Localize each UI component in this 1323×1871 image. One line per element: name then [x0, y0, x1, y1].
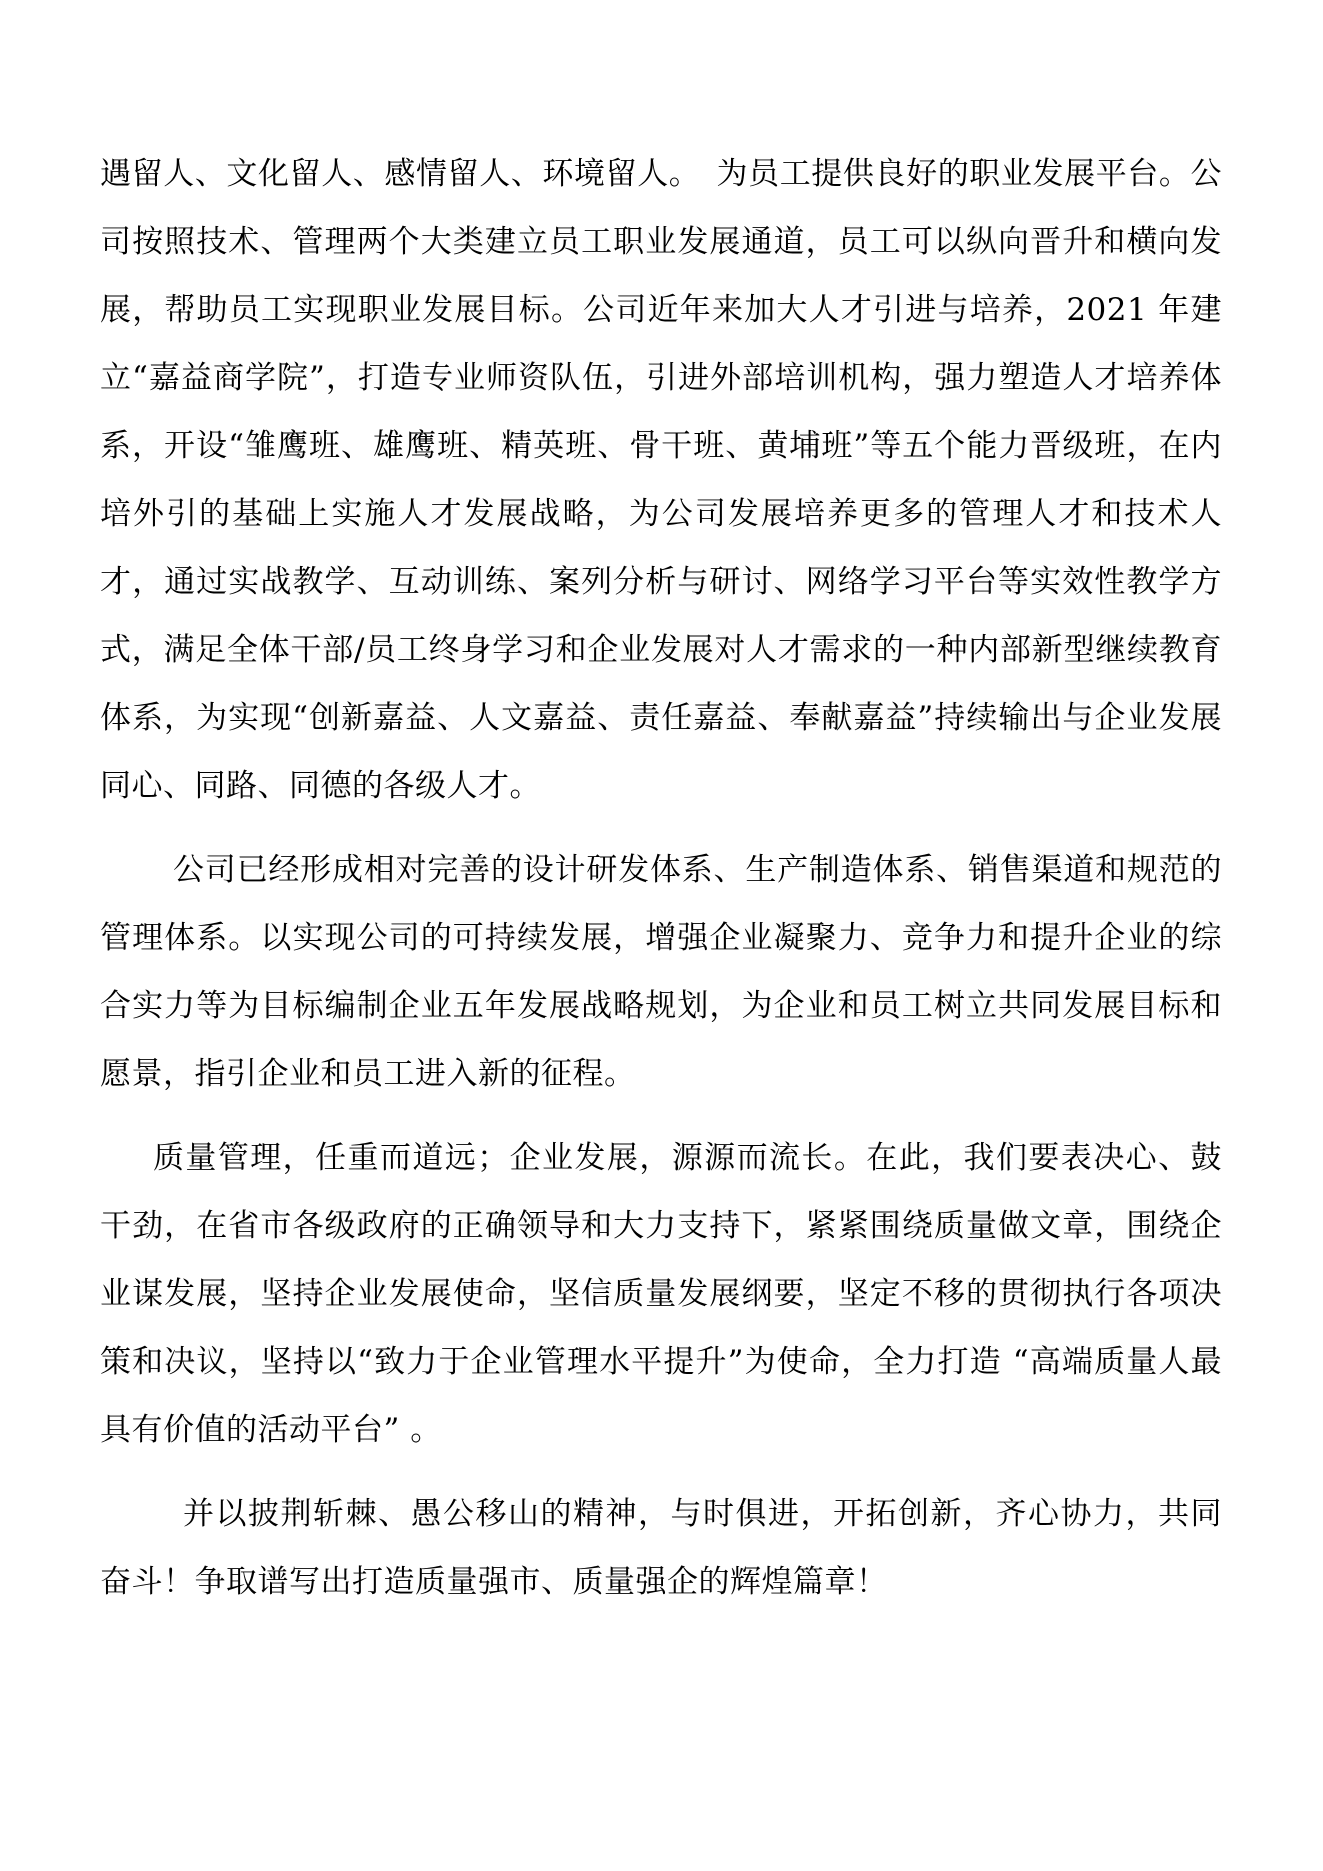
- body-paragraph-talent-development: 遇留人、文化留人、感情留人、环境留人。 为员工提供良好的职业发展平台。公司按照技术、管理两个大类建立员工职业发展通道，员工可以纵向晋升和横向发展，帮助员工实现职业发展目标。公司近年来加大人才引进与培养，2021 年建立“嘉益商学院”，打造专业师资队伍，引进外部培训机构，强力塑造人才培养体系，开设“雏鹰班、雄鹰班、精英班、骨干班、黄埔班”等五个能力晋级班，在内培外引的基础上实施人才发展战略，为公司发展培养更多的管理人才和技术人才，通过实战教学、互动训练、案列分析与研讨、网络学习平台等实效性教学方式，满足全体干部/员工终身学习和企业发展对人才需求的一种内部新型继续教育体系，为实现“创新嘉益、人文嘉益、责任嘉益、奉献嘉益”持续输出与企业发展同心、同路、同德的各级人才。: [100, 156, 1222, 804]
- body-paragraph-quality-management: 质量管理，任重而道远；企业发展，源源而流长。在此，我们要表决心、鼓干劲，在省市各级政府的正确领导和大力支持下，紧紧围绕质量做文章，围绕企业谋发展，坚持企业发展使命，坚信质量发展纲要，坚定不移的贯彻执行各项决策和决议，坚持以“致力于企业管理水平提升”为使命，全力打造 “高端质量人最具有价值的活动平台” 。: [100, 1140, 1222, 1448]
- body-paragraph-closing-statement: 并以披荆斩棘、愚公移山的精神，与时俱进，开拓创新，齐心协力，共同奋斗！争取谱写出打造质量强市、质量强企的辉煌篇章！: [100, 1496, 1222, 1600]
- body-paragraph-company-systems: 公司已经形成相对完善的设计研发体系、生产制造体系、销售渠道和规范的管理体系。以实现公司的可持续发展，增强企业凝聚力、竞争力和提升企业的综合实力等为目标编制企业五年发展战略规划，为企业和员工树立共同发展目标和愿景，指引企业和员工进入新的征程。: [100, 852, 1222, 1092]
